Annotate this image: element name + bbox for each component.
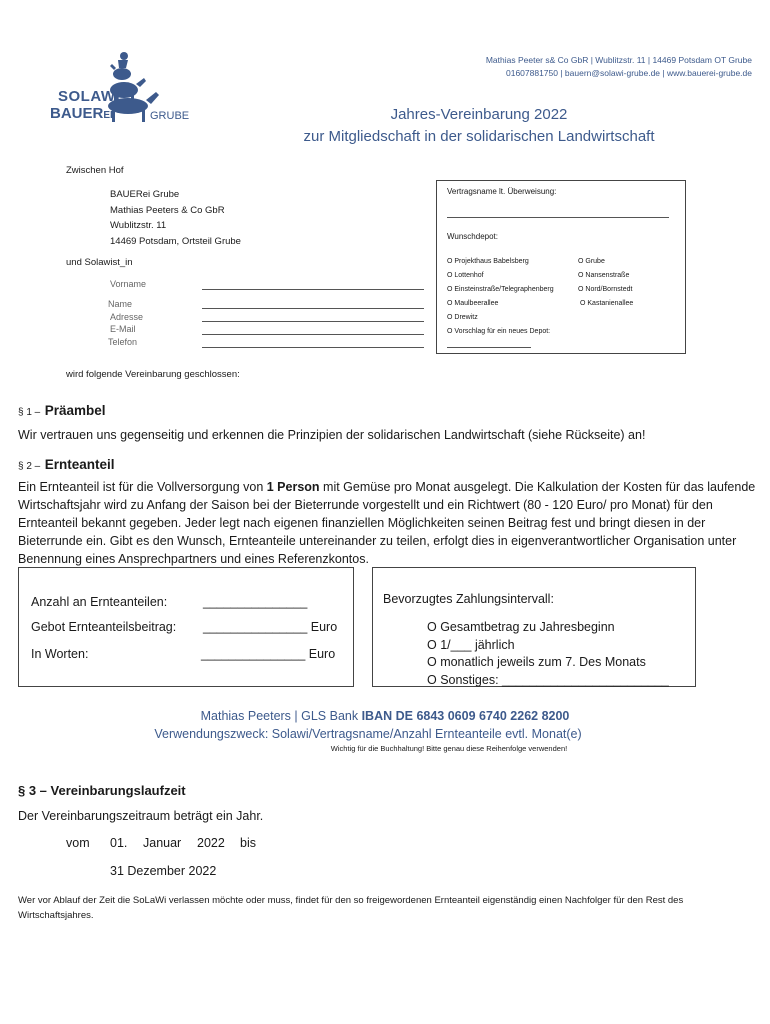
logo-solawi: SOLAWI (58, 88, 121, 105)
term-month: Januar (143, 836, 182, 850)
section-1-text: Wir vertrauen uns gegenseitig und erkennen die Prinzipien der solidarischen Landwirtschaft (siehe Rückseite) an! (18, 428, 646, 442)
share-box (18, 567, 354, 687)
agreement-line: wird folgende Vereinbarung geschlossen: (66, 369, 240, 380)
name-field[interactable] (202, 308, 424, 309)
interval-option[interactable]: O monatlich jeweils zum 7. Des Monats (427, 655, 646, 669)
share-count-field[interactable]: _______________ (203, 595, 308, 609)
telefon-field[interactable] (202, 347, 424, 348)
depot-option[interactable]: O Maulbeerallee (447, 300, 499, 307)
label-email: E-Mail (110, 324, 136, 334)
depot-option[interactable]: O Nansenstraße (578, 272, 630, 279)
words-label: In Worten: (31, 647, 89, 661)
new-depot-field[interactable] (447, 347, 531, 348)
term-vom: vom (66, 836, 90, 850)
label-name: Name (108, 299, 133, 309)
depot-options-right[interactable] (578, 255, 633, 311)
interval-label: Bevorzugtes Zahlungsintervall: (383, 592, 554, 606)
depot-option[interactable]: O Lottenhof (447, 272, 484, 279)
depot-option[interactable]: O Einsteinstraße/Telegraphenberg (447, 286, 554, 293)
depot-option[interactable]: O Grube (578, 258, 605, 265)
depot-option[interactable]: O Drewitz (447, 314, 478, 321)
term-day: 01. (110, 836, 128, 850)
depot-option[interactable]: O Kastanienallee (580, 300, 634, 307)
bank-details: Mathias Peeters | GLS Bank IBAN DE 6843 0609 6740 2262 8200 (200, 709, 570, 723)
interval-option[interactable]: O Sonstiges: ________________________ (427, 672, 669, 687)
depot-options-left[interactable] (447, 255, 554, 339)
interval-option[interactable]: O 1/___ jährlich (427, 637, 515, 652)
label-vorname: Vorname (110, 279, 147, 289)
term-bis: bis (240, 836, 256, 850)
label-telefon: Telefon (108, 337, 138, 347)
depot-box (436, 180, 686, 354)
intro-text: Zwischen Hof (66, 165, 124, 176)
vorname-field[interactable] (202, 289, 424, 290)
document-subtitle: zur Mitgliedschaft in der solidarischen Landwirtschaft (303, 128, 655, 145)
document-title: Jahres-Vereinbarung 2022 (390, 106, 568, 123)
depot-option[interactable]: O Vorschlag für ein neues Depot: (447, 328, 551, 335)
logo-grube: GRUBE (150, 110, 190, 122)
interval-options[interactable] (427, 619, 669, 689)
words-field[interactable]: _______________ Euro (201, 647, 336, 661)
payment-interval-box (372, 567, 696, 687)
depot-label: Wunschdepot: (447, 232, 498, 241)
term-end: 31 Dezember 2022 (110, 864, 217, 878)
label-adresse: Adresse (110, 312, 144, 322)
payment-reference: Verwendungszweck: Solawi/Vertragsname/Anzahl Ernteanteile evtl. Monat(e) (154, 727, 582, 741)
section-3-footer: Wer vor Ablauf der Zeit die SoLaWi verlassen möchte oder muss, findet für den so freigewordenen Ernteanteil eigenständig einen Nachfolger für den Rest des Wirtschaftsjahres. (18, 895, 684, 921)
share-count-label: Anzahl an Ernteanteilen: (31, 595, 168, 609)
depot-option[interactable]: O Projekthaus Babelsberg (447, 258, 529, 265)
accounting-note: Wichtig für die Buchhaltung! Bitte genau diese Reihenfolge verwenden! (330, 744, 568, 753)
header-contact: 01607881750 | bauern@solawi-grube.de | www.bauerei-grube.de (505, 68, 752, 78)
section-3-text: Der Vereinbarungszeitraum beträgt ein Jahr. (18, 809, 264, 823)
header-address: Mathias Peeter s& Co GbR | Wublitzstr. 11 | 14469 Potsdam OT Grube (485, 55, 752, 65)
contract-name-field[interactable] (447, 217, 669, 218)
adresse-field[interactable] (202, 321, 424, 322)
bid-label: Gebot Ernteanteilsbeitrag: (31, 620, 177, 634)
logo-bauer: BAUEREI (50, 105, 113, 122)
term-year: 2022 (197, 836, 225, 850)
solawist-label: und Solawist_in (66, 257, 133, 268)
bid-field[interactable]: _______________ Euro (203, 620, 338, 634)
contract-name-label: Vertragsname lt. Überweisung: (447, 187, 557, 196)
section-3-heading: § 3 – Vereinbarungslaufzeit (18, 783, 186, 798)
farm-address: BAUERei Grube Mathias Peeters & Co GbR Wublitzstr. 11 14469 Potsdam, Ortsteil Grube (110, 189, 241, 247)
section-2-text: Ein Ernteanteil ist für die Vollversorgung von 1 Person mit Gemüse pro Monat ausgelegt. Die Kalkulation der Kosten für das laufende Wirtschaftsjahr wird zu Anfang der Saison bei der Bieterrunde vorgestellt und ein Richtwert (80 - 120 Euro/ pro Monat) für den Ernteanteil bekannt gegeben. Jeder legt nach eigenen finanziellen Möglichkeiten seinen Beitrag fest und bringt diesen in der Bieterrunde ein. Gibt es den Wunsch, Ernteanteile untereinander zu teilen, erfolgt dies in eigenverantwortlicher Organisation unter Benennung eines Ansprechpartners und eines Referenzkontos. (18, 480, 756, 566)
depot-option[interactable]: O Nord/Bornstedt (578, 286, 633, 293)
section-2-heading: § 2 – Ernteanteil (18, 457, 115, 472)
interval-option[interactable]: O Gesamtbetrag zu Jahresbeginn (427, 620, 615, 634)
section-1-heading: § 1 – Präambel (18, 403, 106, 418)
email-field[interactable] (202, 334, 424, 335)
